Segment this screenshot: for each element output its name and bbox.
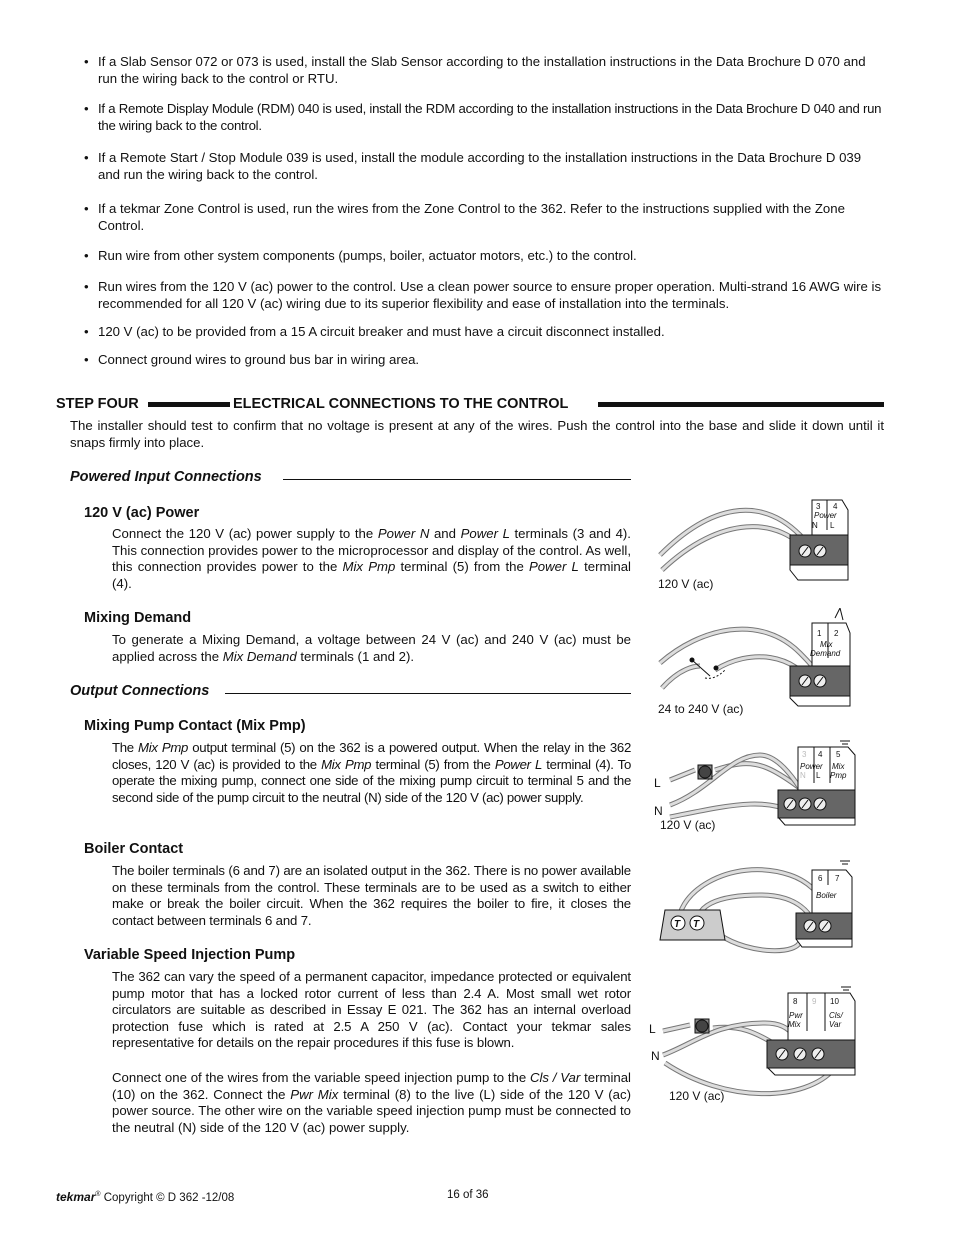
step-intro: The installer should test to confirm that no voltage is present at any of the wires. Push the control into the base and slide it down until it snaps firmly into place. (70, 418, 884, 450)
terminal-5: 5 (836, 750, 841, 759)
terminal-label: Power (814, 511, 837, 520)
terminal-4: 4 (833, 502, 838, 511)
section-heading-outputs: Output Connections (70, 683, 210, 699)
bullet-item: • Connect ground wires to ground bus bar in wiring area. (84, 352, 420, 367)
section-heading-powered-inputs: Powered Input Connections (70, 469, 262, 485)
svg-text:L: L (816, 771, 821, 780)
step-number: STEP FOUR (56, 396, 139, 412)
heading-boiler: Boiler Contact (84, 841, 184, 857)
heading-mixing-demand: Mixing Demand (84, 610, 192, 626)
section-rule (283, 479, 631, 480)
terminal-6: 6 (818, 874, 823, 883)
svg-text:L: L (649, 1022, 656, 1036)
svg-text:Pwr: Pwr (789, 1011, 803, 1020)
bullet-item: • Run wire from other system components (pumps, boiler, actuator motors, etc.) to the control. (84, 248, 637, 263)
svg-text:Mix: Mix (820, 640, 833, 649)
terminal-3: 3 (816, 502, 821, 511)
step-rule-long (598, 402, 884, 407)
diagram-mix-pump (650, 735, 860, 835)
diagram-label: 120 V (ac) (658, 577, 714, 591)
diagram-mixing-demand (650, 608, 860, 720)
step-header (56, 396, 884, 414)
paragraph-boiler: The boiler terminals (6 and 7) are an isolated output in the 362. There is no power available on these terminals from the control. These terminals are to be used as a switch to either make or break the boiler circuit. When the 362 requires the boiler to fire, it closes the contact between terminals 6 and 7. (112, 863, 631, 928)
svg-text:Var: Var (829, 1020, 842, 1029)
page-number: 16 of 36 (447, 1189, 489, 1201)
bullet-item: • If a Slab Sensor 072 or 073 is used, install the Slab Sensor according to the installation instructions in the Data Brochure D 070 and run the wiring back to the control or RTU. (84, 54, 866, 86)
thermostat-icon: T (693, 919, 700, 930)
bullet-item: • If a Remote Display Module (RDM) 040 is used, install the RDM according to the installation instructions in the Data Brochure D 040 and run the wiring back to the control. (84, 101, 882, 133)
svg-text:N: N (654, 804, 663, 818)
svg-text:9: 9 (812, 997, 817, 1006)
diagram-boiler (650, 855, 860, 955)
svg-text:Mix: Mix (788, 1020, 801, 1029)
paragraph-injection-2: Connect one of the wires from the variable speed injection pump to the Cls / Var terminal (10) on the 362. Connect the Pwr Mix terminal (8) to the live (L) side of the 120 V (ac) power source. The other wire on the variable speed injection pump must be connected to the neutral (N) side of the 120 V (ac) power supply. (112, 1070, 631, 1135)
svg-text:N: N (812, 521, 818, 530)
bullet-item: • If a Remote Start / Stop Module 039 is used, install the module according to the installation instructions in the Data Brochure D 039 and run the wiring back to the control. (84, 150, 862, 182)
step-title: ELECTRICAL CONNECTIONS TO THE CONTROL (233, 396, 569, 412)
svg-text:Boiler: Boiler (816, 891, 837, 900)
heading-injection: Variable Speed Injection Pump (84, 947, 296, 963)
section-rule (225, 693, 631, 694)
paragraph-power: Connect the 120 V (ac) power supply to the Power N and Power L terminals (3 and 4). This connection provides power to the microprocessor and display of the control. As well, this connection provides power to the Mix Pmp terminal (5) from the Power L terminal (4). (112, 526, 631, 591)
svg-text:Power: Power (800, 762, 823, 771)
diagram-label: 24 to 240 V (ac) (658, 702, 744, 716)
diagram-power (650, 495, 860, 595)
terminal-10: 10 (830, 997, 839, 1006)
diagram-label: 120 V (ac) (669, 1089, 725, 1103)
terminal-8: 8 (793, 997, 798, 1006)
brand-logo: tekmar (56, 1189, 96, 1204)
terminal-2: 2 (834, 629, 839, 638)
svg-text:Demand: Demand (810, 649, 841, 658)
terminal-4: 4 (818, 750, 823, 759)
svg-text:L: L (830, 521, 835, 530)
heading-mix-pump: Mixing Pump Contact (Mix Pmp) (84, 718, 306, 734)
heading-power: 120 V (ac) Power (84, 505, 200, 521)
diagram-label: 120 V (ac) (660, 818, 716, 832)
svg-text:Pmp: Pmp (830, 771, 847, 780)
paragraph-mix-pump: The Mix Pmp output terminal (5) on the 362 is a powered output. When the relay in the 362 closes, 120 V (ac) is provided to the Mix Pmp terminal (5) from the Power L terminal (4). To operate the mixing pump, connect one side of the mixing pump circuit to terminal 5 and the second side of the pump circuit to the neutral (N) side of the 120 V (ac) power supply. (112, 740, 632, 805)
svg-text:L: L (654, 776, 661, 790)
bullet-item: • If a tekmar Zone Control is used, run the wires from the Zone Control to the 362. Refer to the instructions supplied with the Zone Control. (84, 201, 845, 233)
terminal-1: 1 (817, 629, 822, 638)
paragraph-mixing-demand: To generate a Mixing Demand, a voltage between 24 V (ac) and 240 V (ac) must be applied across the Mix Demand terminals (1 and 2). (112, 632, 631, 664)
step-rule-short (148, 402, 230, 407)
svg-text:Cls/: Cls/ (829, 1011, 843, 1020)
svg-text:N: N (651, 1049, 660, 1063)
footer-copyright: tekmar® Copyright © D 362 -12/08 (56, 1189, 235, 1204)
terminal-7: 7 (835, 874, 840, 883)
diagram-injection-pump (645, 983, 860, 1103)
svg-text:3: 3 (802, 750, 807, 759)
thermostat-icon: T (674, 919, 681, 930)
paragraph-injection-1: The 362 can vary the speed of a permanent capacitor, impedance protected or equivalent pump motor that has a locked rotor current of less than 2.4 A. Most small wet rotor circulators are suitable as described in Essay E 021. The 362 has an internal overload protection fuse which is rated at 2.5 A 250 V (ac). Contact your tekmar sales representative for details on the repair procedures if this fuse is blown. (112, 969, 631, 1051)
svg-text:Mix: Mix (832, 762, 845, 771)
svg-text:N: N (800, 771, 806, 780)
bullet-item: • Run wires from the 120 V (ac) power to the control. Use a clean power source to ensure proper operation. Multi-strand 16 AWG wire is recommended for all 120 V (ac) wiring due to its superior flexibility and ease of installation into the terminals. (84, 279, 882, 311)
bullet-item: • 120 V (ac) to be provided from a 15 A circuit breaker and must have a circuit disconnect installed. (84, 324, 665, 339)
